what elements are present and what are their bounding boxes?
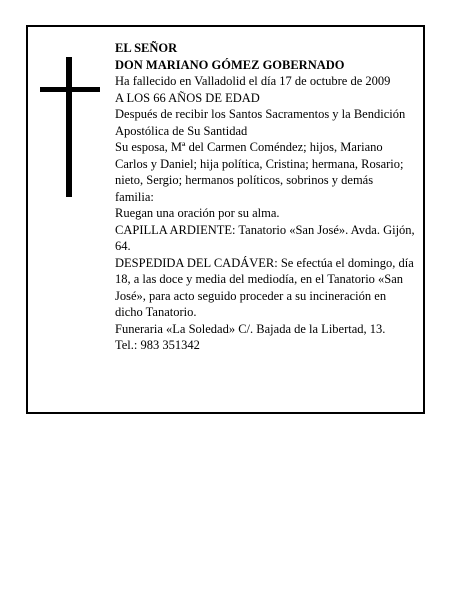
sacraments-line: Después de recibir los Santos Sacramentos y la Bendición Apostólica de Su Santidad bbox=[115, 107, 406, 138]
obituary-notice bbox=[26, 25, 425, 414]
prayer-line: Ruegan una oración por su alma. bbox=[115, 206, 280, 220]
age-line: A LOS 66 AÑOS DE EDAD bbox=[115, 90, 260, 105]
cross-vertical-bar bbox=[66, 57, 72, 197]
chapel-line: CAPILLA ARDIENTE: Tanatorio «San José». Avda. Gijón, 64. bbox=[115, 222, 415, 253]
cross-horizontal-bar bbox=[40, 87, 100, 92]
cross-icon bbox=[40, 57, 100, 197]
family-line: Su esposa, Mª del Carmen Coméndez; hijos, Mariano Carlos y Daniel; hija política, Cristina; hermana, Rosario; nieto, Sergio; hermanos políticos, sobrinos y demás familia: bbox=[115, 140, 404, 204]
notice-text bbox=[115, 40, 415, 354]
farewell-line: DESPEDIDA DEL CADÁVER: Se efectúa el domingo, día 18, a las doce y media del mediodía, en el Tanatorio «San José», para acto seguido proceder a su incineración en dicho Tanatorio. bbox=[115, 255, 414, 319]
deceased-name: DON MARIANO GÓMEZ GOBERNADO bbox=[115, 57, 345, 72]
phone-line: Tel.: 983 351342 bbox=[115, 338, 200, 352]
notice-title: EL SEÑOR bbox=[115, 41, 178, 55]
funeral-home-line: Funeraria «La Soledad» C/. Bajada de la Libertad, 13. bbox=[115, 321, 386, 336]
death-line: Ha fallecido en Valladolid el día 17 de octubre de 2009 bbox=[115, 74, 391, 88]
